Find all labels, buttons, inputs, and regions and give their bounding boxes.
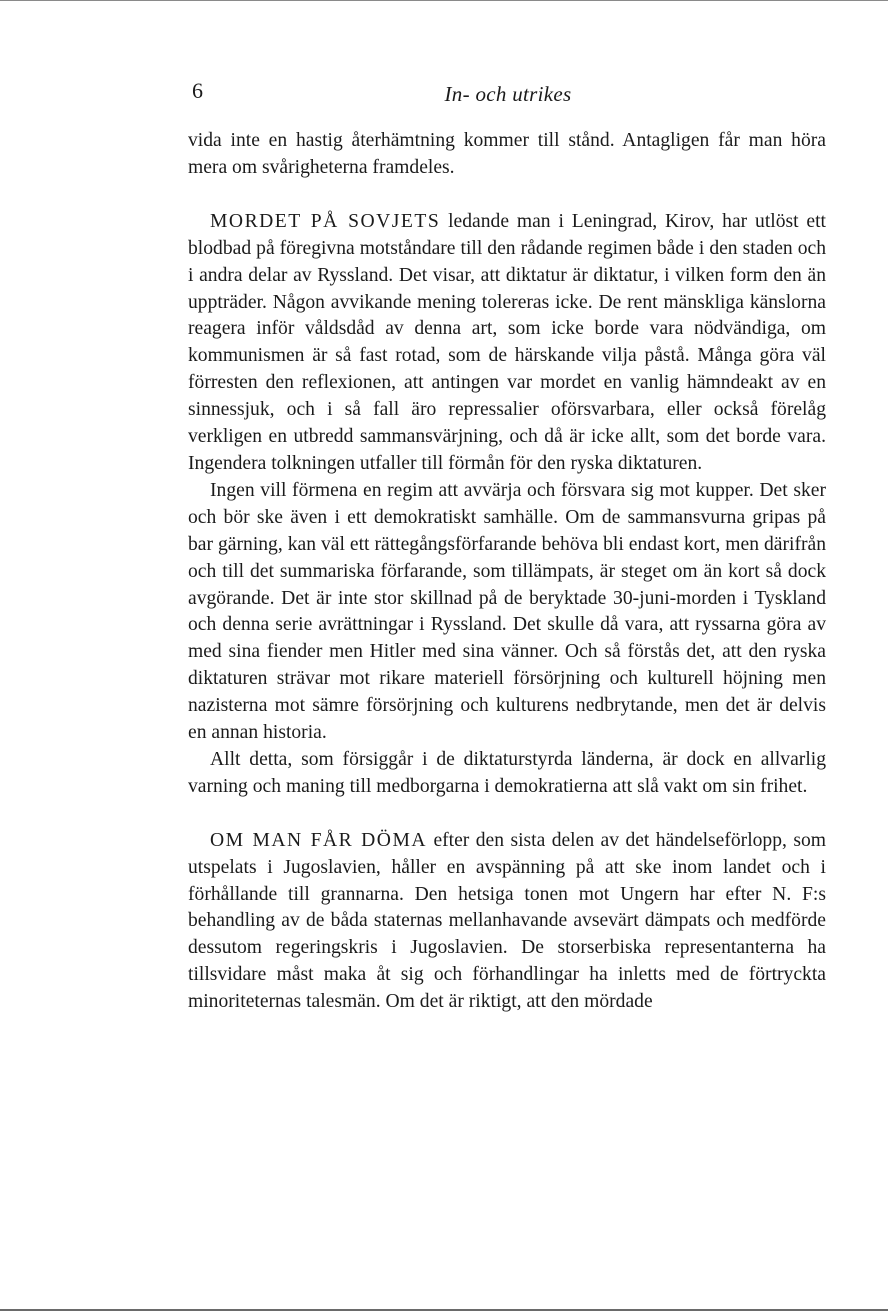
section-lead-words: MORDET PÅ SOVJETS <box>210 210 441 232</box>
page-header <box>190 78 826 114</box>
page-top-edge <box>0 0 888 1</box>
running-head: In- och utrikes <box>444 82 572 106</box>
page-bottom-edge <box>0 1309 888 1311</box>
paragraph-text: efter den sista delen av det händelseförlopp, som utspelats i Jugoslavien, håller en avspänning på att ske inom landet och i förhållande till grannarna. Den hetsiga tonen mot Ungern har efter N. F:s behandling av de båda staternas mellanhavande avsevärt dämpats och medförde dessutom regeringskris i Jugoslavien. De storserbiska representanterna ha tillsvidare måst maka åt sig och förhandlingar ha inletts med de förtryckta minoriteternas talesmän. Om det är riktigt, att den mördade <box>188 829 826 1013</box>
article-body <box>188 128 826 1016</box>
paragraph-text: Ingen vill förmena en regim att avvärja och försvara sig mot kupper. Det sker och bör ske även i ett demokratiskt samhälle. Om de sammansvurna gripas på bar gärning, kan väl ett rättegångsförfarande behöva bli endast kort, men därifrån och till det summariska förfarande, som tillämpats, är steget om än kort så dock avgörande. Det är inte stor skillnad på de beryktade 30-juni-morden i Tyskland och denna serie avrättningar i Ryssland. Det skulle då vara, att ryssarna göra av med sina fiender men Hitler med sina vänner. Och så förstås det, att den ryska diktaturen strävar mot rikare materiell försörjning och kulturell höjning men nazisterna mot sämre försörjning och kulturens nedbrytande, men det är delvis en annan historia. <box>188 479 826 744</box>
paragraph-regime-defence <box>188 478 826 747</box>
paragraph-continuation <box>188 128 826 182</box>
section-lead-words: OM MAN FÅR DÖMA <box>210 829 428 851</box>
paragraph-text: ledande man i Leningrad, Kirov, har utlöst ett blodbad på föregivna motståndare till den rådande regimen både i den staden och i andra delar av Ryssland. Det visar, att diktatur är diktatur, i vilken form den än uppträder. Någon avvikande mening tolereras icke. De rent mänskliga känslorna reagera inför våldsdåd av denna art, som icke borde vara nödvändiga, om kommunismen är så fast rotad, som de härskande vilja påstå. Många göra väl förresten den reflexionen, att antingen var mordet en vanlig hämndeakt av en sinnessjuk, och i så fall äro repressalier oförsvarbara, eller också förelåg verkligen en utbredd sammansvärjning, och då är icke allt, som det borde vara. Ingendera tolkningen utfaller till förmån för den ryska diktaturen. <box>188 210 827 474</box>
paragraph-jugoslavia-section <box>188 828 826 1016</box>
paragraph-warning <box>188 747 826 801</box>
page-number: 6 <box>192 78 203 103</box>
paragraph-text: Allt detta, som försiggår i de diktaturstyrda länderna, är dock en allvarlig varning och maning till medborgarna i demokratierna att slå vakt om sin frihet. <box>188 748 826 797</box>
paragraph-text: vida inte en hastig återhämtning kommer till stånd. Antagligen får man höra mera om svårigheterna framdeles. <box>188 130 826 178</box>
paragraph-kirov-section <box>188 209 826 478</box>
